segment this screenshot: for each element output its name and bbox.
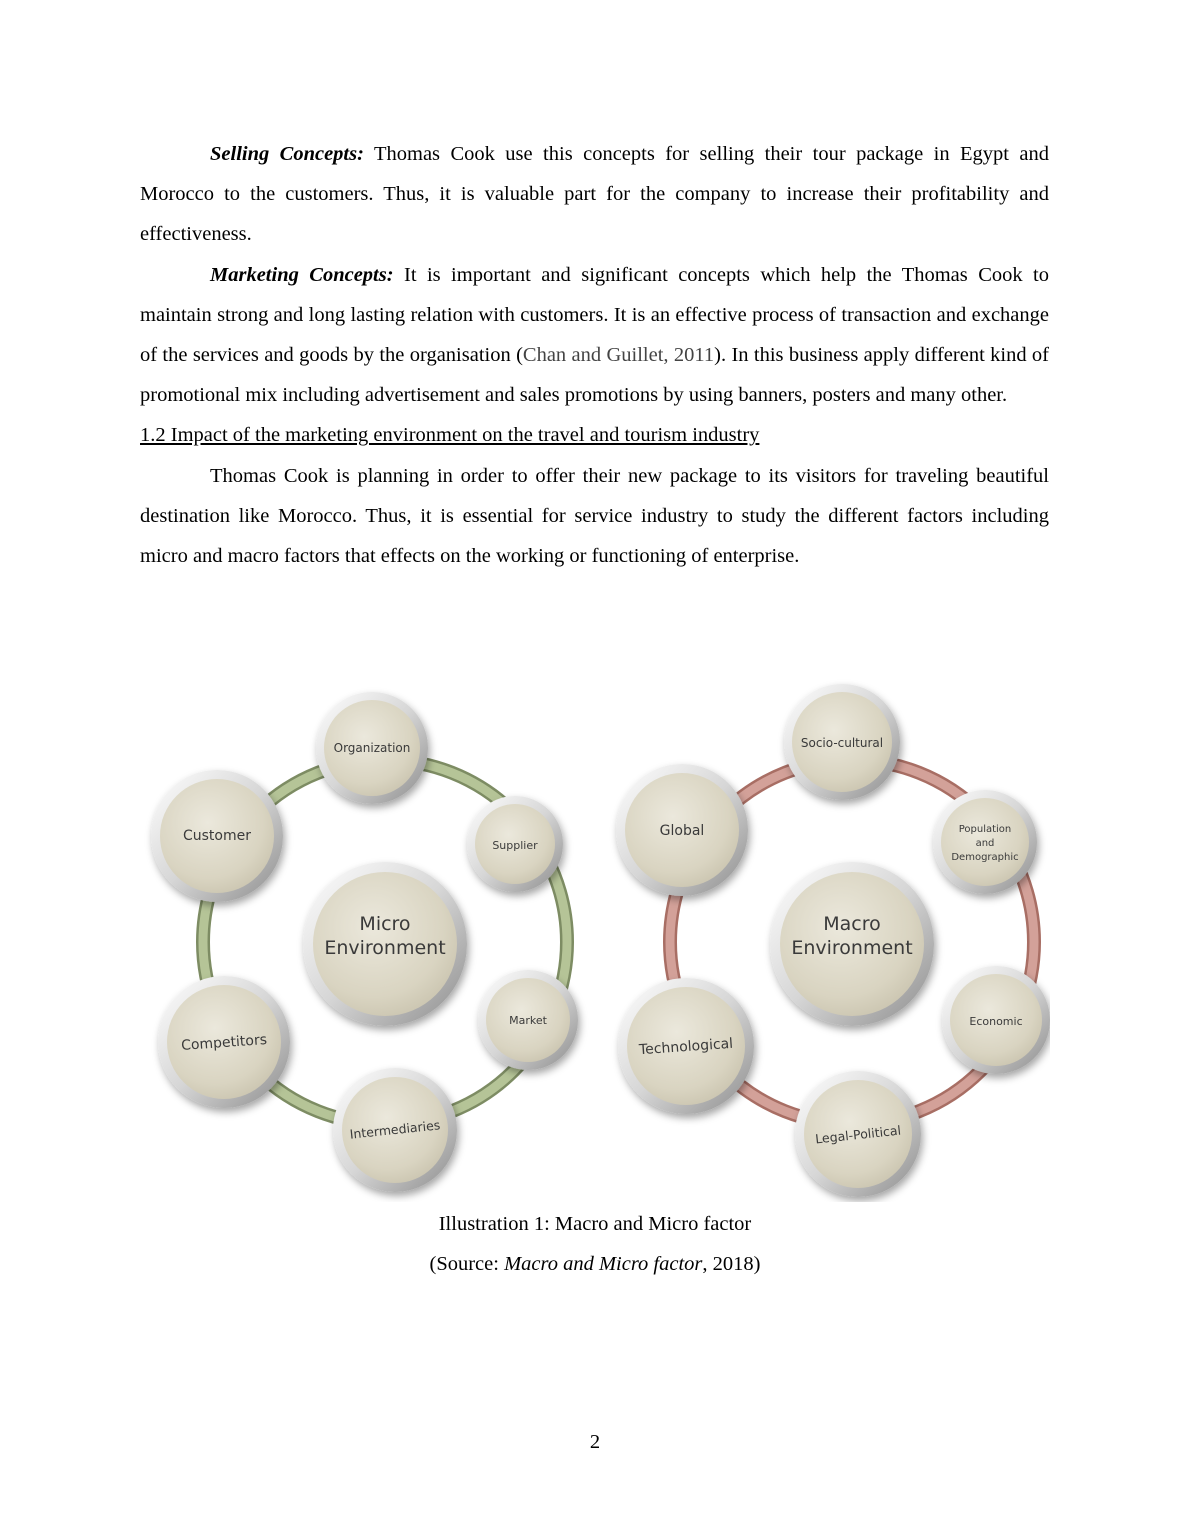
node-label-legal-political: Legal-Political (814, 1122, 902, 1147)
node-label-population-1: Population (958, 824, 1012, 835)
body-text (140, 134, 1049, 576)
section-heading: 1.2 Impact of the marketing environment on the travel and tourism industry (140, 424, 760, 447)
node-label-customer: Customer (182, 828, 252, 844)
macro-environment-group (616, 684, 1050, 1197)
micro-environment-group (151, 692, 578, 1192)
node-label-technological: Technological (638, 1035, 734, 1059)
node-label-population-2: and (975, 838, 995, 849)
node-label-organization: Organization (333, 741, 411, 755)
macro-micro-illustration (140, 672, 1050, 1202)
node-label-socio-cultural: Socio-cultural (800, 736, 884, 750)
marketing-concepts-body-b: ). In this business apply different kind of promotional mix including advertisement and sales promotions by using banners, posters and many other. (140, 344, 1050, 407)
marketing-concepts-lead: Marketing Concepts: (210, 263, 394, 286)
macro-center-label-1: Macro (823, 913, 881, 935)
citation: Chan and Guillet, 2011 (522, 344, 715, 367)
marketing-concepts-body-a: It is important and significant concepts which help the Thomas Cook to maintain strong and long lasting relation with customers. It is an effective process of transaction and exchange of the services and goods by the organisation ( (140, 263, 1049, 367)
node-label-economic: Economic (969, 1015, 1023, 1028)
source-prefix: (Source: (429, 1253, 505, 1275)
node-label-competitors: Competitors (180, 1032, 268, 1054)
selling-concepts-paragraph (140, 134, 1049, 255)
source-title: Macro and Micro factor (504, 1253, 703, 1275)
node-label-intermediaries: Intermediaries (348, 1117, 441, 1142)
node-label-market: Market (509, 1014, 547, 1027)
micro-center-label-2: Environment (324, 937, 446, 959)
source-suffix: , 2018) (702, 1253, 761, 1275)
page-number: 2 (589, 1431, 601, 1453)
node-label-population-3: Demographic (951, 852, 1019, 863)
macro-center-label-2: Environment (791, 937, 913, 959)
node-label-global: Global (659, 823, 705, 839)
figure-source (0, 1253, 1190, 1276)
node-label-supplier: Supplier (492, 839, 538, 852)
selling-concepts-lead: Selling Concepts: (210, 143, 364, 165)
marketing-concepts-paragraph (140, 255, 1049, 416)
selling-concepts-body: Thomas Cook use this concepts for selling their tour package in Egypt and Morocco to the customers. Thus, it is valuable part for the company to increase their profitability and effectiveness. (140, 143, 1049, 246)
thomas-cook-paragraph: Thomas Cook is planning in order to offer their new package to its visitors for traveling beautiful destination like Morocco. Thus, it is essential for service industry to study the different factors including micro and macro factors that effects on the working or functioning of enterprise. (140, 464, 1049, 568)
environment-diagram (140, 672, 1050, 1202)
figure-caption: Illustration 1: Macro and Micro factor (438, 1213, 752, 1235)
micro-center-label-1: Micro (359, 913, 411, 935)
